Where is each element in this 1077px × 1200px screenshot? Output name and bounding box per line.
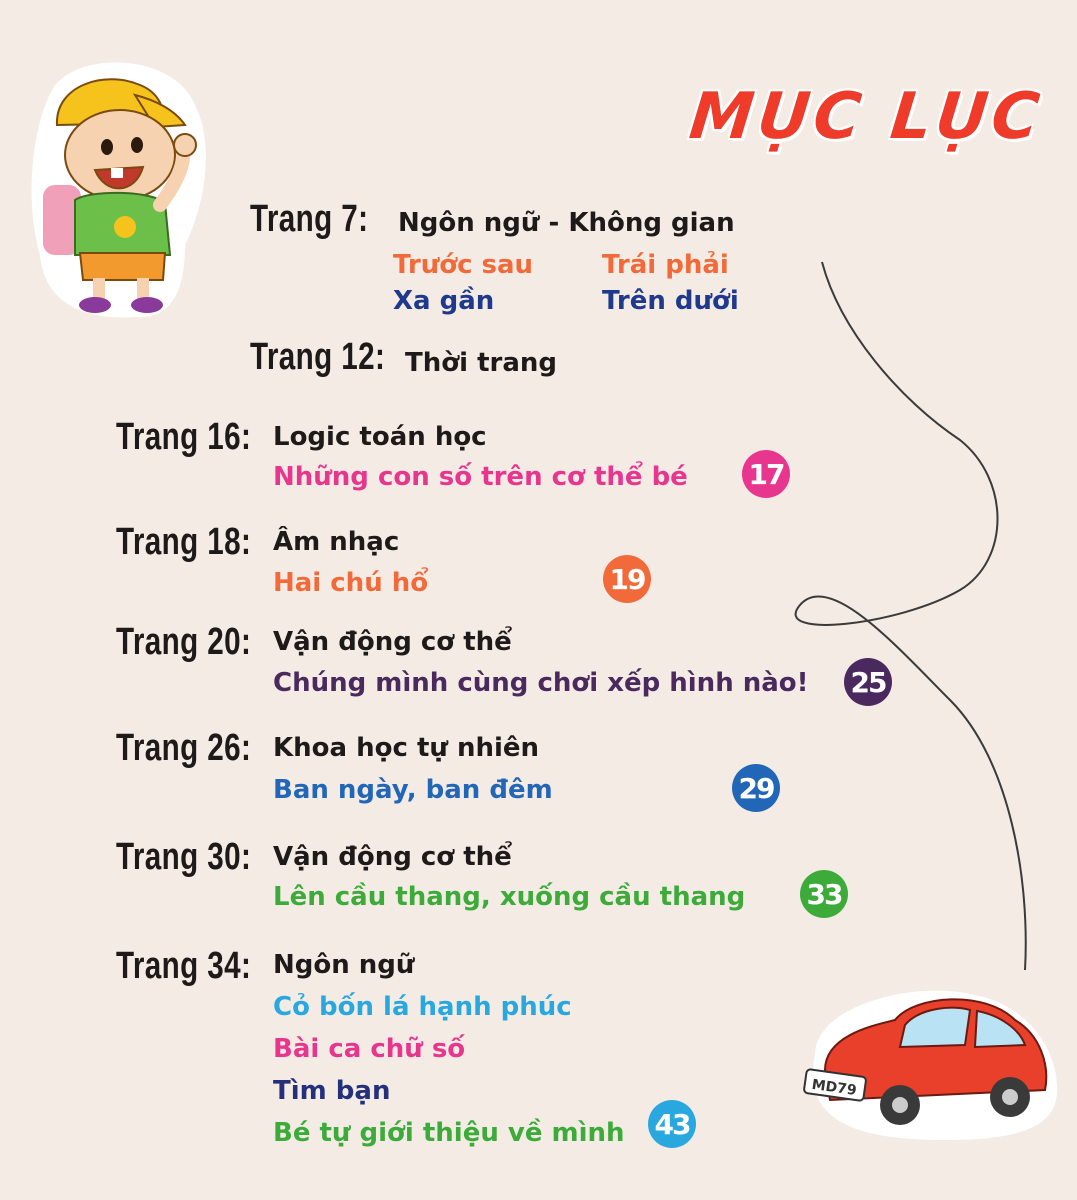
- boy-illustration: [25, 55, 220, 325]
- entry-topic: Khoa học tự nhiên: [273, 733, 540, 763]
- entry-topic: Ngôn ngữ: [273, 950, 415, 980]
- entry-topic: Logic toán học: [273, 422, 487, 452]
- entry-item: Trước sau: [393, 250, 534, 280]
- entry-item: Bài ca chữ số: [273, 1034, 466, 1064]
- entry-page-number: Trang 12:: [250, 336, 386, 378]
- entry-item: Xa gần: [393, 286, 495, 316]
- page-badge: 19: [603, 555, 651, 603]
- entry-page-number: Trang 18:: [116, 521, 252, 563]
- entry-topic: Vận động cơ thể: [273, 627, 512, 657]
- entry-page-number: Trang 34:: [116, 945, 252, 987]
- entry-topic: Vận động cơ thể: [273, 842, 512, 872]
- entry-item: Trái phải: [602, 250, 729, 280]
- entry-item: Trên dưới: [602, 286, 739, 316]
- entry-page-number: Trang 16:: [116, 416, 252, 458]
- entry-page-number: Trang 7:: [250, 198, 369, 240]
- car-illustration: [795, 975, 1065, 1145]
- page-badge: 33: [800, 870, 848, 918]
- entry-page-number: Trang 20:: [116, 621, 252, 663]
- entry-topic: Ngôn ngữ - Không gian: [398, 208, 735, 238]
- entry-item: Hai chú hổ: [273, 568, 429, 598]
- entry-topic: Thời trang: [405, 348, 557, 378]
- page-badge: 17: [742, 450, 790, 498]
- entry-item: Cỏ bốn lá hạnh phúc: [273, 992, 572, 1022]
- page-title: MỤC LỤC: [686, 80, 1047, 154]
- page-badge: 43: [648, 1100, 696, 1148]
- entry-item: Tìm bạn: [273, 1076, 391, 1106]
- entry-item: Lên cầu thang, xuống cầu thang: [273, 882, 746, 912]
- car-plate: MD79: [810, 1076, 858, 1099]
- entry-item: Bé tự giới thiệu về mình: [273, 1118, 625, 1148]
- entry-page-number: Trang 26:: [116, 727, 252, 769]
- entry-page-number: Trang 30:: [116, 836, 252, 878]
- page-badge: 25: [844, 658, 892, 706]
- entry-item: Ban ngày, ban đêm: [273, 775, 553, 805]
- page-badge: 29: [732, 764, 780, 812]
- entry-item: Chúng mình cùng chơi xếp hình nào!: [273, 668, 809, 698]
- entry-item: Những con số trên cơ thể bé: [273, 462, 688, 492]
- entry-topic: Âm nhạc: [273, 527, 400, 557]
